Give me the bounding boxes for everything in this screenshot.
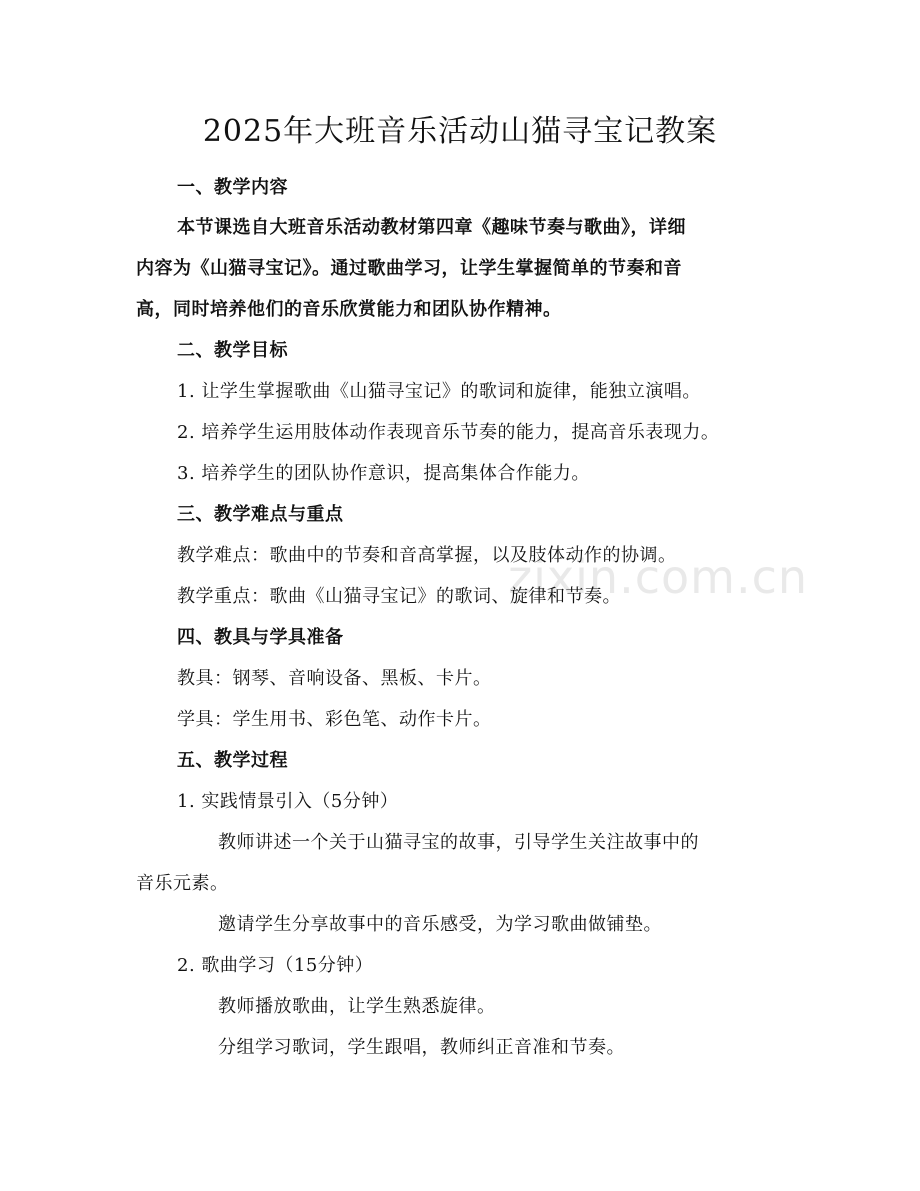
page-title: 2025年大班音乐活动山猫寻宝记教案: [202, 114, 718, 149]
paragraph-line: 教具：钢琴、音响设备、黑板、卡片。: [177, 668, 492, 689]
step-label: 1. 实践情景引入（5分钟）: [177, 791, 399, 812]
section-heading-goals: 二、教学目标: [177, 340, 288, 361]
step-label: 2. 歌曲学习（15分钟）: [177, 955, 374, 976]
section-heading-process: 五、教学过程: [177, 750, 288, 771]
paragraph-line: 学具：学生用书、彩色笔、动作卡片。: [177, 709, 492, 730]
paragraph-line: 内容为《山猫寻宝记》。通过歌曲学习，让学生掌握简单的节奏和音: [136, 258, 682, 279]
paragraph-line: 教师播放歌曲，让学生熟悉旋律。: [218, 996, 496, 1017]
watermark: zixin.com.cn: [508, 550, 809, 604]
section-heading-difficulties: 三、教学难点与重点: [177, 504, 344, 525]
paragraph-line: 高，同时培养他们的音乐欣赏能力和团队协作精神。: [136, 299, 562, 320]
list-item: 1. 让学生掌握歌曲《山猫寻宝记》的歌词和旋律，能独立演唱。: [177, 381, 701, 402]
list-item: 3. 培养学生的团队协作意识，提高集体合作能力。: [177, 463, 590, 484]
section-heading-content: 一、教学内容: [177, 177, 288, 198]
paragraph-line: 教师讲述一个关于山猫寻宝的故事，引导学生关注故事中的: [218, 832, 699, 853]
paragraph-line: 音乐元素。: [136, 873, 229, 894]
paragraph-line: 分组学习歌词，学生跟唱，教师纠正音准和节奏。: [218, 1037, 625, 1058]
paragraph-line: 邀请学生分享故事中的音乐感受，为学习歌曲做铺垫。: [218, 914, 662, 935]
section-heading-materials: 四、教具与学具准备: [177, 627, 344, 648]
list-item: 2. 培养学生运用肢体动作表现音乐节奏的能力，提高音乐表现力。: [177, 422, 720, 443]
paragraph-line: 教学重点：歌曲《山猫寻宝记》的歌词、旋律和节奏。: [177, 586, 621, 607]
paragraph-line: 本节课选自大班音乐活动教材第四章《趣味节奏与歌曲》，详细: [177, 217, 686, 238]
paragraph-line: 教学难点：歌曲中的节奏和音高掌握，以及肢体动作的协调。: [177, 545, 677, 566]
